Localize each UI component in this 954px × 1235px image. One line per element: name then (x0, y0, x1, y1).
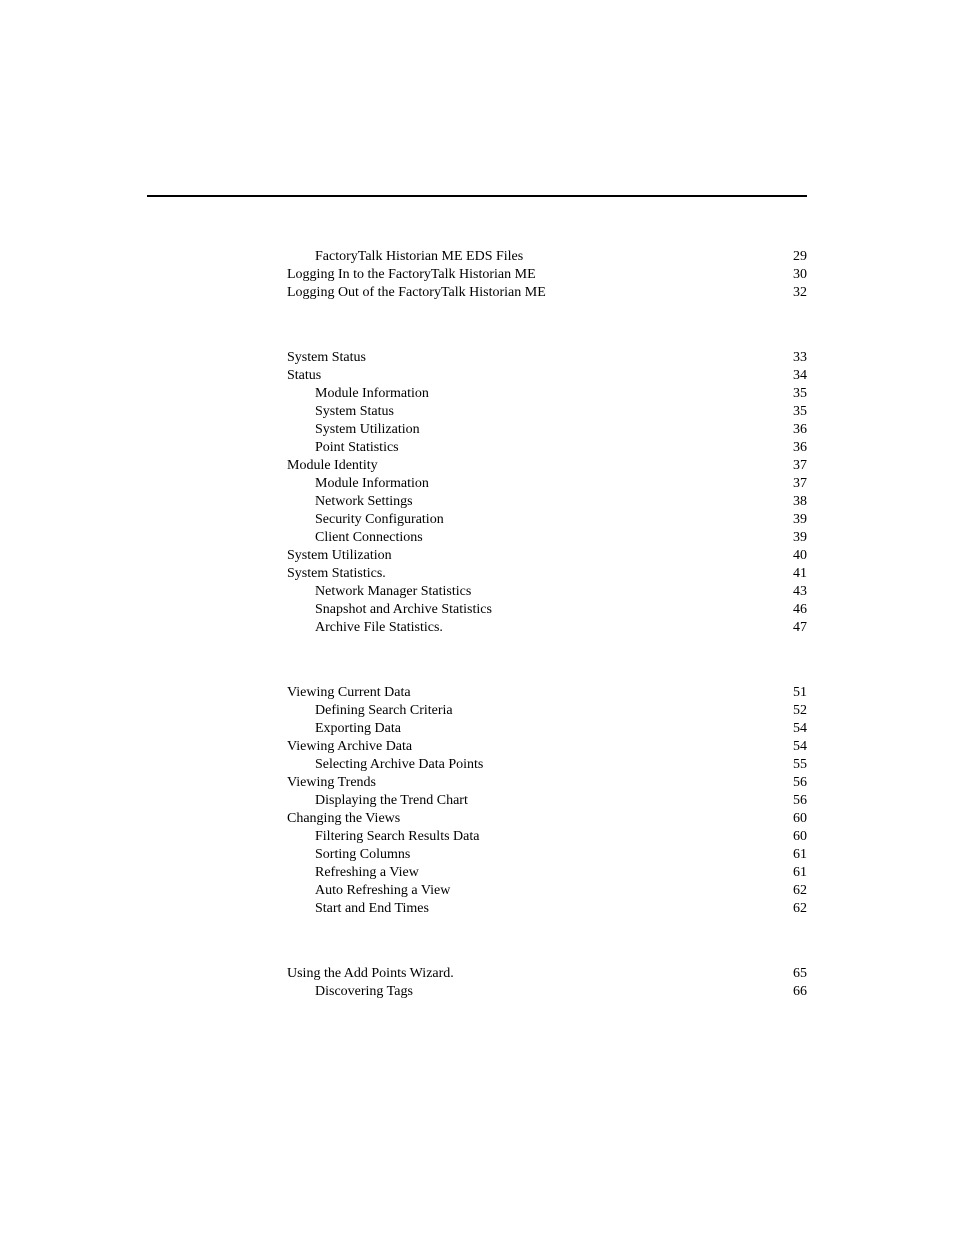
toc-entry-label: Security Configuration (315, 512, 444, 527)
toc-entry[interactable] (287, 846, 807, 864)
toc-entry-page: 36 (793, 422, 807, 437)
toc-entry-page: 37 (793, 476, 807, 491)
toc-entry[interactable] (287, 349, 807, 367)
toc-entry[interactable] (287, 529, 807, 547)
toc-entry-page: 46 (793, 602, 807, 617)
toc-entry-page: 41 (793, 566, 807, 581)
toc-entry-page: 56 (793, 775, 807, 790)
toc-entry[interactable] (287, 720, 807, 738)
toc-entry-label: Logging In to the FactoryTalk Historian ME (287, 267, 536, 282)
toc-entry[interactable] (287, 965, 807, 983)
toc-entry-page: 66 (793, 984, 807, 999)
toc-entry-label: Viewing Archive Data (287, 739, 413, 754)
toc-entry-label: System Utilization (287, 548, 392, 563)
toc-entry-label: Network Settings (315, 494, 413, 509)
toc-entry-page: 30 (793, 267, 807, 282)
toc-entry[interactable] (287, 284, 807, 302)
toc-entry-page: 52 (793, 703, 807, 718)
toc-entry-label: System Status (315, 404, 394, 419)
toc-entry-page: 47 (793, 620, 807, 635)
toc-entry-label: System Utilization (315, 422, 420, 437)
toc-entry[interactable] (287, 792, 807, 810)
toc-entry[interactable] (287, 774, 807, 792)
toc-entry-page: 62 (793, 883, 807, 898)
toc-entry-page: 60 (793, 811, 807, 826)
toc-entry-label: Auto Refreshing a View (315, 883, 451, 898)
toc-entry-label: Sorting Columns (315, 847, 411, 862)
toc-entry[interactable] (287, 702, 807, 720)
toc-entry[interactable] (287, 810, 807, 828)
toc-entry[interactable] (287, 248, 807, 266)
toc-entry[interactable] (287, 756, 807, 774)
toc-entry-page: 65 (793, 966, 807, 981)
toc-entry-page: 33 (793, 350, 807, 365)
toc-entry-page: 37 (793, 458, 807, 473)
toc-entry[interactable] (287, 619, 807, 637)
toc-entry-label: Snapshot and Archive Statistics (315, 602, 492, 617)
toc-entry[interactable] (287, 565, 807, 583)
toc-entry-page: 62 (793, 901, 807, 916)
toc-entry-label: Start and End Times (315, 901, 429, 916)
toc-entry[interactable] (287, 828, 807, 846)
toc-entry-label: FactoryTalk Historian ME EDS Files (315, 249, 524, 264)
toc-entry[interactable] (287, 583, 807, 601)
toc-entry-page: 29 (793, 249, 807, 264)
toc-entry[interactable] (287, 601, 807, 619)
toc-entry-page: 54 (793, 739, 807, 754)
toc-entry[interactable] (287, 864, 807, 882)
toc-entry[interactable] (287, 684, 807, 702)
toc-entry-label: Logging Out of the FactoryTalk Historian ME (287, 285, 546, 300)
toc-entry-page: 43 (793, 584, 807, 599)
toc-entry-label: Module Information (315, 476, 429, 491)
toc-entry-label: Using the Add Points Wizard. (287, 966, 454, 981)
toc-entry-label: Changing the Views (287, 811, 401, 826)
toc-entry[interactable] (287, 421, 807, 439)
toc-entry-label: Refreshing a View (315, 865, 419, 880)
toc-section-3 (287, 684, 807, 918)
toc-entry[interactable] (287, 403, 807, 421)
header-rule (147, 195, 807, 197)
toc-entry-label: Archive File Statistics. (315, 620, 443, 635)
toc-entry-page: 61 (793, 847, 807, 862)
toc-section-2 (287, 349, 807, 637)
toc-entry-label: Displaying the Trend Chart (315, 793, 468, 808)
toc-entry[interactable] (287, 900, 807, 918)
toc-entry[interactable] (287, 439, 807, 457)
toc-entry-page: 61 (793, 865, 807, 880)
toc-entry[interactable] (287, 882, 807, 900)
toc-entry-page: 39 (793, 530, 807, 545)
toc-entry-label: Viewing Trends (287, 775, 377, 790)
toc-entry-page: 34 (793, 368, 807, 383)
toc-entry-label: Status (287, 368, 322, 383)
toc-entry[interactable] (287, 367, 807, 385)
toc-entry-page: 51 (793, 685, 807, 700)
toc-entry-page: 35 (793, 404, 807, 419)
toc-entry-label: Network Manager Statistics (315, 584, 472, 599)
toc-entry-label: Exporting Data (315, 721, 401, 736)
toc-entry-page: 40 (793, 548, 807, 563)
toc-entry[interactable] (287, 547, 807, 565)
toc-entry-label: Point Statistics (315, 440, 399, 455)
toc-entry-label: System Status (287, 350, 366, 365)
toc-entry[interactable] (287, 266, 807, 284)
toc-entry-page: 60 (793, 829, 807, 844)
toc-entry-label: Selecting Archive Data Points (315, 757, 484, 772)
toc-entry-page: 38 (793, 494, 807, 509)
toc-entry-page: 56 (793, 793, 807, 808)
toc-entry[interactable] (287, 475, 807, 493)
toc-entry-label: Discovering Tags (315, 984, 413, 999)
toc-entry-label: System Statistics. (287, 566, 386, 581)
toc-entry-label: Viewing Current Data (287, 685, 411, 700)
toc-entry-page: 39 (793, 512, 807, 527)
toc-entry[interactable] (287, 493, 807, 511)
toc-entry-page: 36 (793, 440, 807, 455)
toc-entry-label: Filtering Search Results Data (315, 829, 480, 844)
toc-entry-label: Client Connections (315, 530, 423, 545)
toc-entry-label: Defining Search Criteria (315, 703, 453, 718)
toc-entry-label: Module Identity (287, 458, 378, 473)
toc-entry[interactable] (287, 511, 807, 529)
table-of-contents (287, 248, 807, 1001)
toc-entry[interactable] (287, 457, 807, 475)
toc-entry-page: 35 (793, 386, 807, 401)
toc-section-4 (287, 965, 807, 1001)
toc-entry-page: 32 (793, 285, 807, 300)
toc-entry[interactable] (287, 738, 807, 756)
toc-section-1 (287, 248, 807, 302)
toc-entry-page: 55 (793, 757, 807, 772)
toc-entry[interactable] (287, 983, 807, 1001)
toc-entry-page: 54 (793, 721, 807, 736)
toc-entry[interactable] (287, 385, 807, 403)
toc-entry-label: Module Information (315, 386, 429, 401)
